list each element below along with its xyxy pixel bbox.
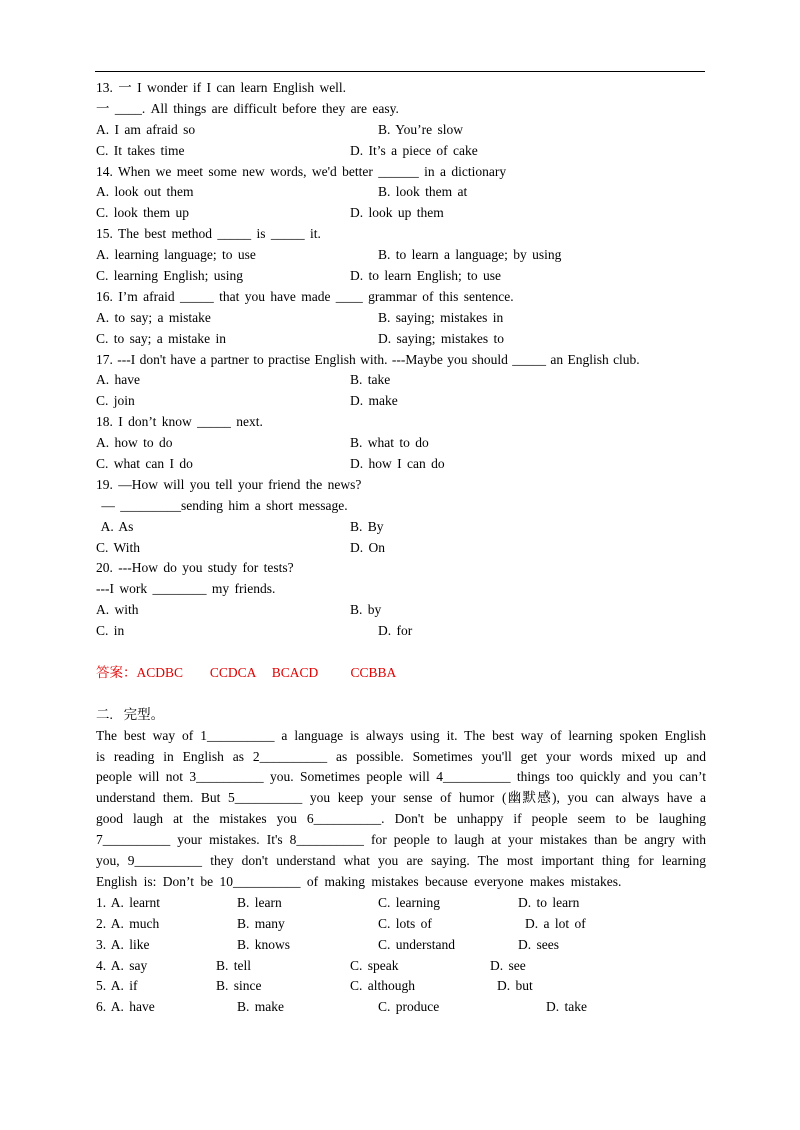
option-b: B. to learn a language; by using bbox=[378, 247, 562, 263]
option-d: D. make bbox=[350, 393, 398, 409]
question-17 bbox=[96, 350, 706, 413]
question-13 bbox=[96, 78, 706, 162]
question-stem: 14. When we meet some new words, we'd better ______ in a dictionary bbox=[96, 163, 507, 179]
option-c: C. although bbox=[350, 978, 415, 994]
option-c: C. what can I do bbox=[96, 456, 193, 472]
question-stem: 18. I don’t know _____ next. bbox=[96, 414, 263, 430]
option-d: D. sees bbox=[518, 936, 559, 952]
option-b: B. by bbox=[350, 602, 382, 618]
option-c: C. lots of bbox=[378, 915, 432, 931]
option-d: D. take bbox=[546, 999, 587, 1015]
option-a: 4. A. say bbox=[96, 957, 148, 973]
option-b: B. take bbox=[350, 372, 391, 388]
cloze-passage: The best way of 1__________ a language is always using it. The best way of learning spoken English is reading in English as 2__________ as possible. Sometimes you'll get your words mixed up and people will not 3__________ you. Sometimes people will 4__________ things too quickly and you can’t understand them. But 5__________ you keep your sense of humor (幽默感), you can always have a good laugh at the mistakes you 6__________. Don't be unhappy if people seem to be laughing 7__________ your mistakes. It's 8__________ for people to laugh at your mistakes than be angry with you, 9__________ they don't understand what you are saying. The most important thing for learning English is: Don’t be 10__________ of making mistakes because everyone makes mistakes. bbox=[96, 727, 706, 889]
option-a: 2. A. much bbox=[96, 915, 160, 931]
cloze-option-row bbox=[96, 914, 706, 935]
option-b: B. look them at bbox=[378, 184, 468, 200]
option-c: C. look them up bbox=[96, 205, 189, 221]
option-d: D. a lot of bbox=[525, 915, 586, 931]
cloze-option-row bbox=[96, 893, 706, 914]
option-d: D. It’s a piece of cake bbox=[350, 142, 478, 158]
option-a: A. I am afraid so bbox=[96, 121, 196, 137]
worksheet-page bbox=[96, 78, 706, 1018]
question-stem: 一 ____. All things are difficult before they are easy. bbox=[96, 100, 399, 116]
question-14 bbox=[96, 162, 706, 225]
option-b: B. You’re slow bbox=[378, 121, 464, 137]
option-b: B. many bbox=[237, 915, 285, 931]
option-a: 6. A. have bbox=[96, 999, 155, 1015]
option-a: A. have bbox=[96, 372, 140, 388]
option-c: C. to say; a mistake in bbox=[96, 330, 226, 346]
question-stem: 17. ---I don't have a partner to practise English with. ---Maybe you should _____ an English club. bbox=[96, 351, 640, 367]
option-a: 3. A. like bbox=[96, 936, 150, 952]
option-c: C. learning bbox=[378, 894, 440, 910]
cloze-option-row bbox=[96, 956, 706, 977]
option-c: C. understand bbox=[378, 936, 455, 952]
option-c: C. It takes time bbox=[96, 142, 185, 158]
option-a: A. learning language; to use bbox=[96, 247, 256, 263]
header-rule bbox=[95, 71, 705, 72]
option-d: D. how I can do bbox=[350, 456, 445, 472]
option-c: C. learning English; using bbox=[96, 268, 243, 284]
section-title: 二. 完型。 bbox=[96, 706, 165, 722]
question-stem: 19. —How will you tell your friend the news? bbox=[96, 476, 362, 492]
option-c: C. speak bbox=[350, 957, 399, 973]
question-stem: 20. ---How do you study for tests? bbox=[96, 560, 294, 576]
question-15 bbox=[96, 224, 706, 287]
question-20 bbox=[96, 558, 706, 642]
option-b: B. saying; mistakes in bbox=[378, 309, 504, 325]
option-a: 1. A. learnt bbox=[96, 894, 160, 910]
option-b: B. make bbox=[237, 999, 284, 1015]
answer-key: 答案：ACDBC CCDCA BCACD CCBBA bbox=[96, 664, 397, 680]
question-stem: — _________sending him a short message. bbox=[96, 497, 348, 513]
option-b: B. what to do bbox=[350, 435, 429, 451]
option-a: A. As bbox=[96, 518, 134, 534]
question-stem: 16. I’m afraid _____ that you have made ____ grammar of this sentence. bbox=[96, 288, 514, 304]
option-d: D. for bbox=[378, 623, 413, 639]
cloze-option-row bbox=[96, 997, 706, 1018]
option-d: D. to learn bbox=[518, 894, 580, 910]
option-b: B. since bbox=[216, 978, 262, 994]
option-c: C. With bbox=[96, 539, 140, 555]
option-b: B. tell bbox=[216, 957, 251, 973]
option-d: D. On bbox=[350, 539, 385, 555]
option-b: B. By bbox=[350, 518, 384, 534]
option-a: A. how to do bbox=[96, 435, 173, 451]
question-stem: 15. The best method _____ is _____ it. bbox=[96, 226, 321, 242]
option-c: C. join bbox=[96, 393, 135, 409]
question-19 bbox=[96, 475, 706, 559]
option-c: C. produce bbox=[378, 999, 440, 1015]
cloze-options bbox=[96, 893, 706, 1018]
question-18 bbox=[96, 412, 706, 475]
option-d: D. look up them bbox=[350, 205, 444, 221]
option-c: C. in bbox=[96, 623, 125, 639]
option-a: 5. A. if bbox=[96, 978, 138, 994]
option-b: B. knows bbox=[237, 936, 291, 952]
option-a: A. to say; a mistake bbox=[96, 309, 211, 325]
option-d: D. saying; mistakes to bbox=[378, 330, 504, 346]
question-stem: 13. 一 I wonder if I can learn English well. bbox=[96, 80, 347, 95]
cloze-option-row bbox=[96, 935, 706, 956]
question-stem: ---I work ________ my friends. bbox=[96, 581, 276, 597]
option-a: A. with bbox=[96, 602, 139, 618]
option-d: D. but bbox=[497, 978, 533, 994]
option-d: D. see bbox=[490, 957, 526, 973]
option-a: A. look out them bbox=[96, 184, 194, 200]
cloze-option-row bbox=[96, 976, 706, 997]
option-d: D. to learn English; to use bbox=[350, 268, 501, 284]
question-16 bbox=[96, 287, 706, 350]
option-b: B. learn bbox=[237, 894, 282, 910]
